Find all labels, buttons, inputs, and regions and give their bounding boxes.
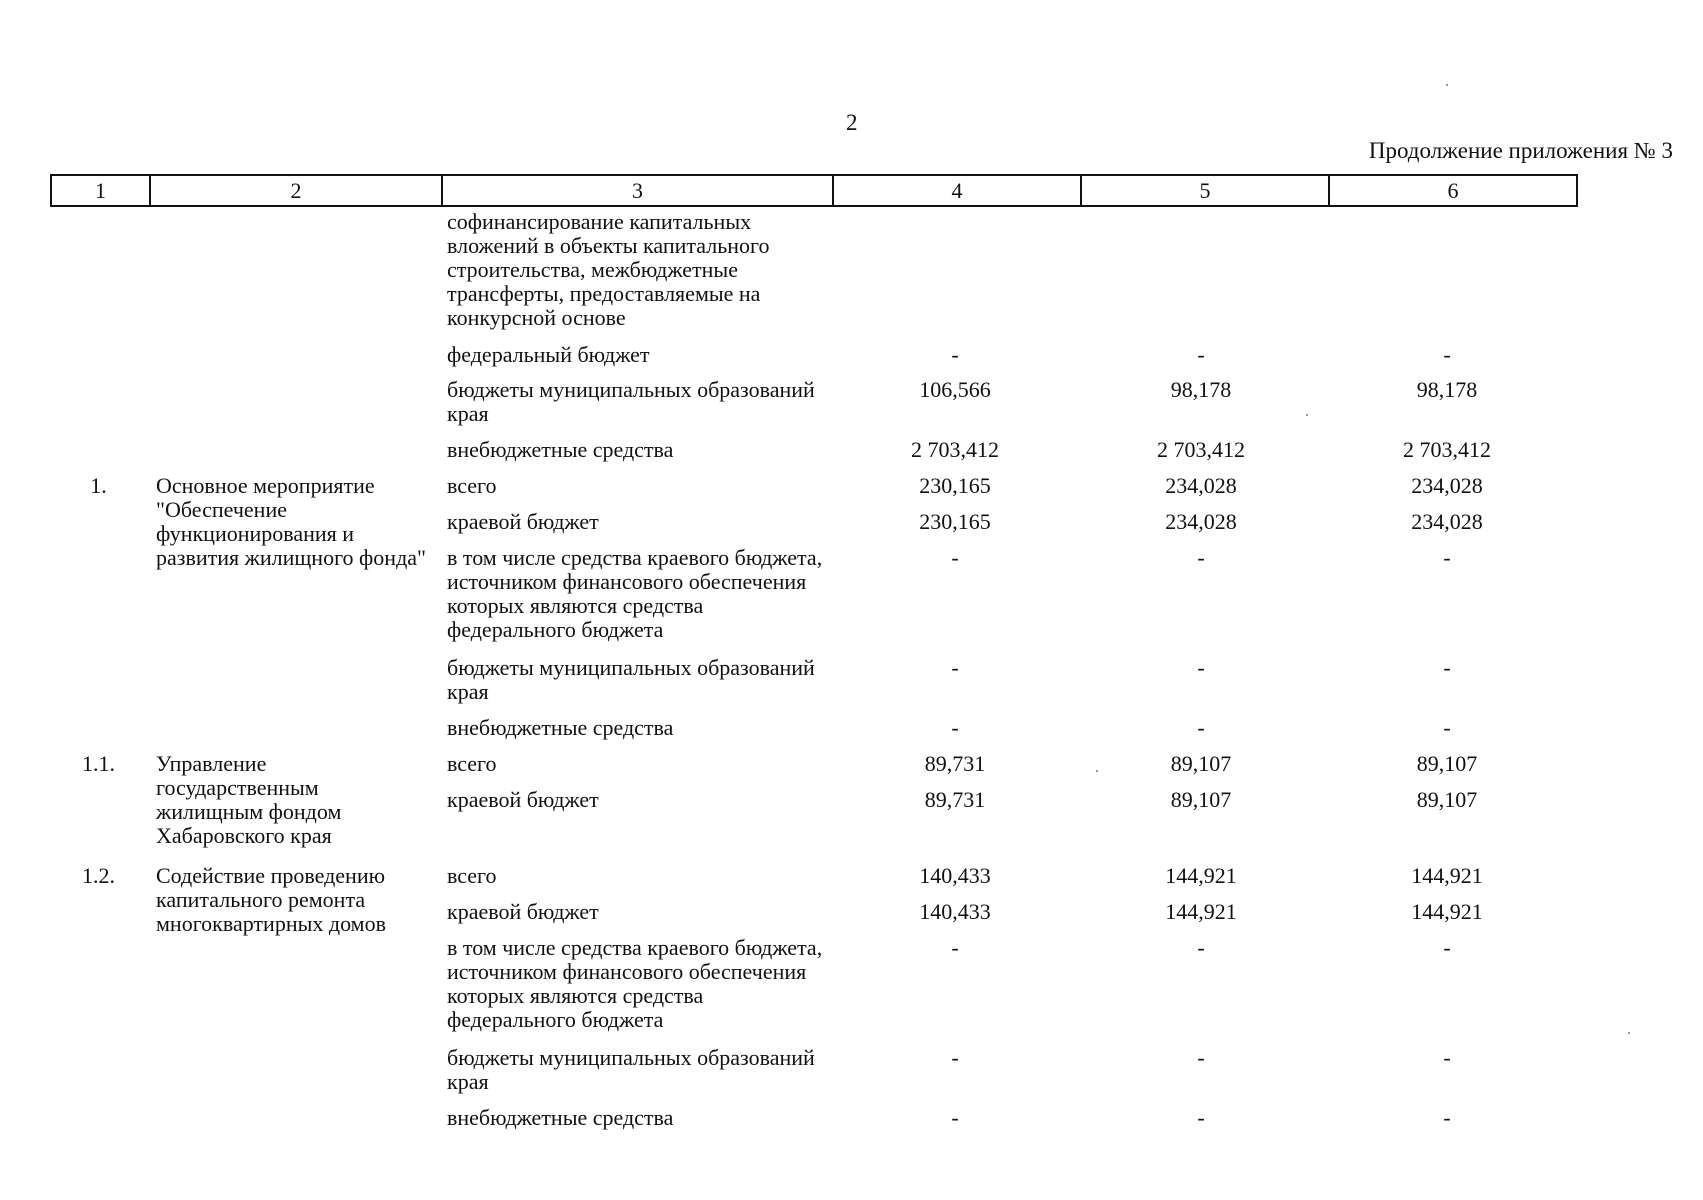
row-12-col4: 140,433: [919, 899, 991, 924]
row-13-source: в том числе средства краевого бюджета, источником финансового обеспечения которых являются средства федерального бюджета: [447, 935, 823, 1032]
scan-speck: [1306, 414, 1308, 416]
header-col-2: 2: [150, 175, 442, 206]
row-1-source: федеральный бюджет: [447, 342, 650, 367]
row-8-col4: -: [951, 715, 959, 740]
row-11-source: всего: [447, 863, 497, 888]
appendix-note: Продолжение приложения № 3: [1368, 138, 1673, 163]
row-3-col4: 2 703,412: [911, 437, 999, 462]
row-10-source: краевой бюджет: [447, 787, 599, 812]
row-8-col6: -: [1443, 715, 1451, 740]
row-11-number: 1.2.: [82, 863, 115, 888]
row-0-source: софинансирование капитальных вложений в объекты капитального строительства, межбюджетные трансферты, предоставляемые на конкурсной основе: [447, 209, 770, 330]
row-5-col5: 234,028: [1165, 509, 1237, 534]
row-9-col6: 89,107: [1416, 751, 1478, 776]
scan-speck: [1096, 770, 1098, 772]
table-header: [50, 174, 1578, 207]
row-9-col5: 89,107: [1170, 751, 1232, 776]
row-11-name: Содействие проведению капитального ремонта многоквартирных домов: [156, 863, 386, 936]
header-col-3: 3: [442, 175, 833, 206]
row-9-name: Управление государственным жилищным фондом Хабаровского края: [156, 751, 342, 848]
scan-speck: [1628, 1032, 1630, 1034]
row-3-col5: 2 703,412: [1157, 437, 1245, 462]
row-5-col6: 234,028: [1411, 509, 1483, 534]
row-13-col4: -: [951, 935, 959, 960]
row-7-col5: -: [1197, 655, 1205, 680]
header-row: [51, 175, 1577, 206]
header-col-5: 5: [1081, 175, 1329, 206]
row-12-col5: 144,921: [1165, 899, 1237, 924]
row-11-col4: 140,433: [919, 863, 991, 888]
row-15-col5: -: [1197, 1105, 1205, 1130]
row-15-col4: -: [951, 1105, 959, 1130]
header-col-6: 6: [1329, 175, 1577, 206]
row-4-number: 1.: [90, 473, 107, 498]
row-9-source: всего: [447, 751, 497, 776]
row-2-col4: 106,566: [919, 377, 991, 402]
row-8-source: внебюджетные средства: [447, 715, 674, 740]
row-6-source: в том числе средства краевого бюджета, источником финансового обеспечения которых являются средства федерального бюджета: [447, 545, 823, 642]
row-12-source: краевой бюджет: [447, 899, 599, 924]
row-14-col6: -: [1443, 1045, 1451, 1070]
row-9-number: 1.1.: [82, 751, 115, 776]
row-4-source: всего: [447, 473, 497, 498]
row-4-col6: 234,028: [1411, 473, 1483, 498]
row-3-col6: 2 703,412: [1403, 437, 1491, 462]
row-13-col6: -: [1443, 935, 1451, 960]
row-6-col5: -: [1197, 545, 1205, 570]
row-14-source: бюджеты муниципальных образований края: [447, 1045, 815, 1094]
row-2-source: бюджеты муниципальных образований края: [447, 377, 815, 426]
header-col-4: 4: [833, 175, 1081, 206]
row-1-col5: -: [1197, 342, 1205, 367]
row-2-col5: 98,178: [1170, 377, 1232, 402]
row-8-col5: -: [1197, 715, 1205, 740]
row-5-source: краевой бюджет: [447, 509, 599, 534]
row-10-col6: 89,107: [1416, 787, 1478, 812]
row-15-col6: -: [1443, 1105, 1451, 1130]
row-9-col4: 89,731: [924, 751, 986, 776]
row-4-name: Основное мероприятие "Обеспечение функционирования и развития жилищного фонда": [156, 473, 427, 570]
page-number: 2: [846, 110, 858, 135]
row-5-col4: 230,165: [919, 509, 991, 534]
row-6-col6: -: [1443, 545, 1451, 570]
row-12-col6: 144,921: [1411, 899, 1483, 924]
row-11-col6: 144,921: [1411, 863, 1483, 888]
row-15-source: внебюджетные средства: [447, 1105, 674, 1130]
row-14-col5: -: [1197, 1045, 1205, 1070]
row-11-col5: 144,921: [1165, 863, 1237, 888]
row-7-col6: -: [1443, 655, 1451, 680]
row-13-col5: -: [1197, 935, 1205, 960]
row-3-source: внебюджетные средства: [447, 437, 674, 462]
row-1-col4: -: [951, 342, 959, 367]
row-7-col4: -: [951, 655, 959, 680]
header-col-1: 1: [51, 175, 150, 206]
row-6-col4: -: [951, 545, 959, 570]
row-1-col6: -: [1443, 342, 1451, 367]
scan-speck: [1446, 84, 1448, 86]
row-10-col4: 89,731: [924, 787, 986, 812]
row-2-col6: 98,178: [1416, 377, 1478, 402]
row-14-col4: -: [951, 1045, 959, 1070]
row-10-col5: 89,107: [1170, 787, 1232, 812]
row-7-source: бюджеты муниципальных образований края: [447, 655, 815, 704]
row-4-col5: 234,028: [1165, 473, 1237, 498]
row-4-col4: 230,165: [919, 473, 991, 498]
